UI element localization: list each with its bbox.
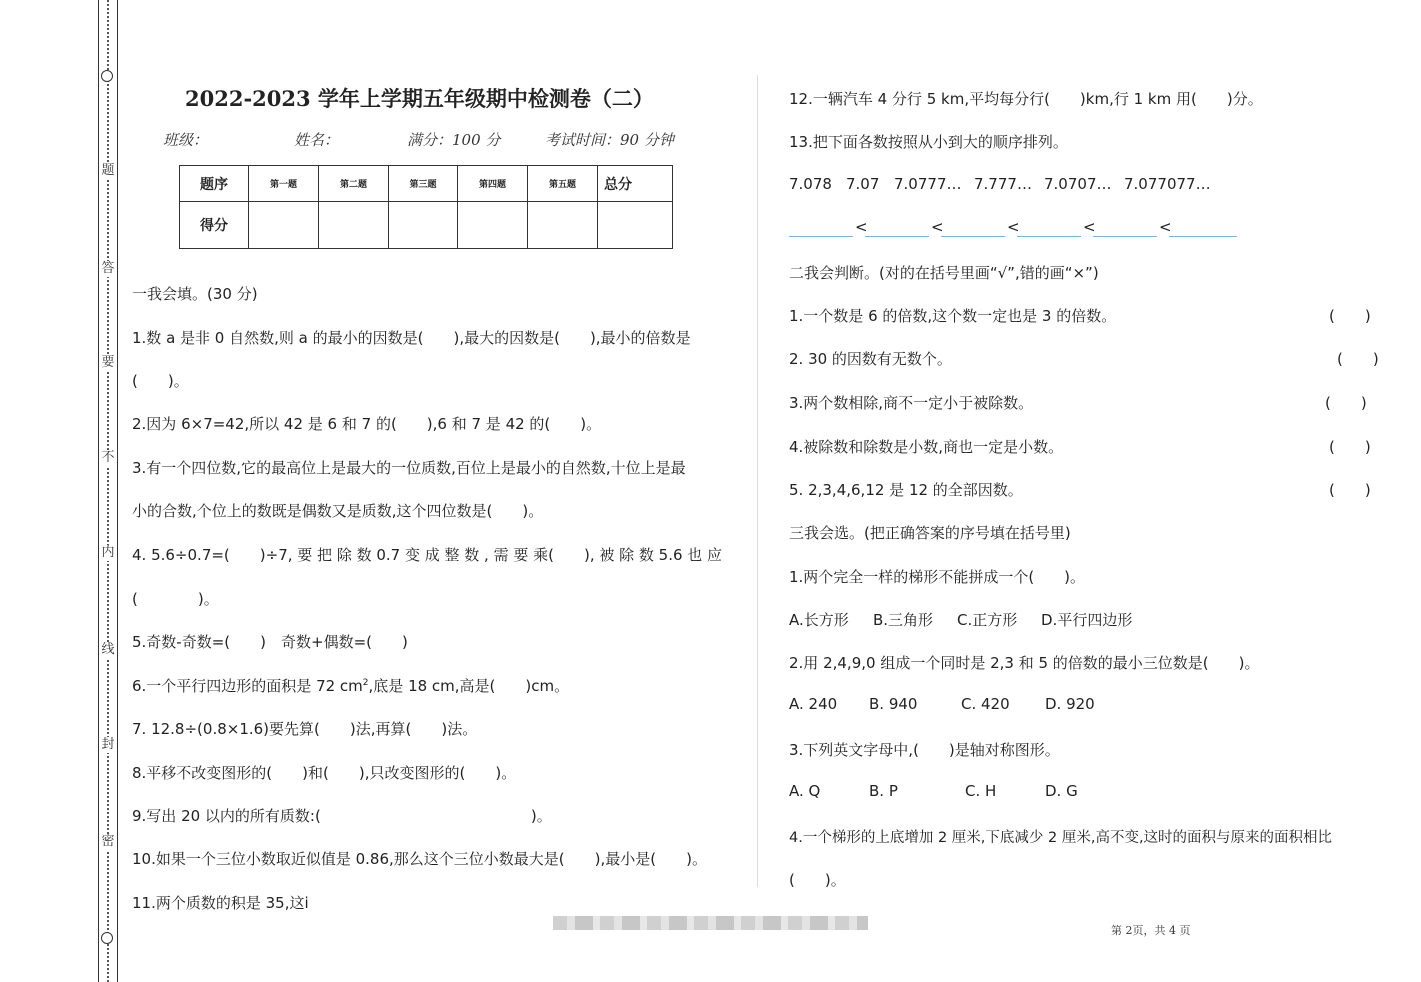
less-than: < bbox=[1007, 218, 1020, 236]
score-header: 第一题 bbox=[249, 166, 319, 202]
question-text: 2.因为 6×7=42,所以 42 是 6 和 7 的( ),6 和 7 是 42 的( )。 bbox=[132, 415, 602, 433]
question-text: 9.写出 20 以内的所有质数:( )。 bbox=[132, 807, 552, 825]
choice-option: A. Q bbox=[789, 782, 821, 800]
answer-blank[interactable] bbox=[941, 236, 1005, 237]
question-text: 13.把下面各数按照从小到大的顺序排列。 bbox=[789, 133, 1068, 151]
answer-blank[interactable] bbox=[865, 236, 929, 237]
score-cell[interactable] bbox=[319, 202, 389, 249]
question-text: 10.如果一个三位小数取近似值是 0.86,那么这个三位小数最大是( ),最小是( )。 bbox=[132, 850, 707, 868]
choice-question: ( )。 bbox=[789, 871, 846, 889]
exam-title: 2022-2023 学年上学期五年级期中检测卷（二） bbox=[185, 86, 654, 111]
margin-circle-bottom bbox=[101, 932, 113, 944]
full-score: 满分：100 分 bbox=[407, 131, 501, 149]
choice-question: 4.一个梯形的上底增加 2 厘米,下底减少 2 厘米,高不变,这时的面积与原来的面积相比 bbox=[789, 830, 1333, 846]
score-table bbox=[179, 165, 673, 249]
name-label: 姓名： bbox=[294, 131, 340, 149]
choice-option: C.正方形 bbox=[957, 611, 1018, 629]
question-text: 5.奇数-奇数=( ) 奇数+偶数=( ) bbox=[132, 633, 408, 651]
judge-item: 4.被除数和除数是小数,商也一定是小数。 bbox=[789, 438, 1064, 456]
score-row-label: 得分 bbox=[180, 202, 249, 249]
question-text: 12.一辆汽车 4 分行 5 km,平均每分行( )km,行 1 km 用( )分。 bbox=[789, 90, 1263, 108]
choice-question: 1.两个完全一样的梯形不能拼成一个( )。 bbox=[789, 568, 1086, 586]
answer-paren[interactable]: ( ) bbox=[1329, 307, 1371, 325]
column-divider bbox=[757, 75, 758, 887]
less-than: < bbox=[1083, 218, 1096, 236]
less-than: < bbox=[931, 218, 944, 236]
answer-paren[interactable]: ( ) bbox=[1329, 438, 1371, 456]
choice-option: A.长方形 bbox=[789, 611, 849, 629]
margin-circle-top bbox=[101, 70, 113, 82]
question-text: 11.两个质数的积是 35,这i bbox=[132, 894, 309, 912]
number-item: 7.0707… bbox=[1044, 175, 1112, 193]
number-item: 7.0777… bbox=[894, 175, 962, 193]
choice-option: B. 940 bbox=[869, 695, 918, 713]
choice-option: B.三角形 bbox=[873, 611, 934, 629]
score-header: 第二题 bbox=[319, 166, 389, 202]
score-header: 总分 bbox=[598, 166, 673, 202]
score-header: 第三题 bbox=[389, 166, 458, 202]
answer-blank[interactable] bbox=[1093, 236, 1157, 237]
margin-char: 封 bbox=[101, 737, 115, 752]
question-text: ( )。 bbox=[132, 590, 219, 608]
class-label: 班级： bbox=[163, 131, 209, 149]
q6-text-end: ,底是 18 cm,高是( )cm。 bbox=[368, 677, 570, 695]
question-text: 8.平移不改变图形的( )和( ),只改变图形的( )。 bbox=[132, 764, 517, 782]
choice-option: D. 920 bbox=[1045, 695, 1095, 713]
margin-char: 答 bbox=[101, 261, 115, 276]
number-item: 7.077077… bbox=[1124, 175, 1211, 193]
answer-blank[interactable] bbox=[1169, 236, 1237, 237]
page-indicator: 第 2页，共 4 页 bbox=[1111, 924, 1191, 937]
score-header: 题序 bbox=[180, 166, 249, 202]
score-cell[interactable] bbox=[389, 202, 458, 249]
score-header: 第四题 bbox=[458, 166, 528, 202]
q6-superscript: 2 bbox=[362, 678, 369, 688]
q6-text: 6.一个平行四边形的面积是 72 cm bbox=[132, 677, 363, 695]
answer-paren[interactable]: ( ) bbox=[1329, 481, 1371, 499]
number-item: 7.078 bbox=[789, 175, 832, 193]
score-cell[interactable] bbox=[249, 202, 319, 249]
margin-char: 内 bbox=[101, 545, 115, 560]
choice-option: B. P bbox=[869, 782, 898, 800]
score-cell[interactable] bbox=[528, 202, 598, 249]
less-than: < bbox=[855, 218, 868, 236]
question-text: 1.数 a 是非 0 自然数,则 a 的最小的因数是( ),最大的因数是( ),最小的倍数是 bbox=[132, 329, 691, 347]
answer-blank[interactable] bbox=[1017, 236, 1081, 237]
section-heading: 三我会选。(把正确答案的序号填在括号里) bbox=[789, 524, 1071, 542]
answer-paren[interactable]: ( ) bbox=[1337, 350, 1379, 368]
choice-question: 2.用 2,4,9,0 组成一个同时是 2,3 和 5 的倍数的最小三位数是( )。 bbox=[789, 654, 1260, 672]
score-cell[interactable] bbox=[458, 202, 528, 249]
judge-item: 2. 30 的因数有无数个。 bbox=[789, 350, 952, 368]
choice-option: C. H bbox=[965, 782, 997, 800]
margin-char: 不 bbox=[101, 450, 115, 465]
choice-option: A. 240 bbox=[789, 695, 838, 713]
answer-paren[interactable]: ( ) bbox=[1325, 394, 1367, 412]
choice-option: D. G bbox=[1045, 782, 1078, 800]
less-than: < bbox=[1159, 218, 1172, 236]
choice-option: D.平行四边形 bbox=[1041, 611, 1133, 629]
choice-question: 3.下列英文字母中,( )是轴对称图形。 bbox=[789, 741, 1060, 759]
number-item: 7.777… bbox=[974, 175, 1032, 193]
blurred-watermark bbox=[553, 916, 868, 930]
margin-char: 密 bbox=[101, 834, 115, 849]
margin-char: 线 bbox=[101, 642, 115, 657]
question-text: 小的合数,个位上的数既是偶数又是质数,这个四位数是( )。 bbox=[132, 502, 544, 520]
exam-time: 考试时间：90 分钟 bbox=[545, 131, 674, 149]
judge-item: 1.一个数是 6 的倍数,这个数一定也是 3 的倍数。 bbox=[789, 307, 1117, 325]
choice-option: C. 420 bbox=[961, 695, 1010, 713]
question-text: 4. 5.6÷0.7=( )÷7, 要 把 除 数 0.7 变 成 整 数 , 需 要 乘( ), 被 除 数 5.6 也 应 bbox=[132, 546, 723, 564]
question-text: 7. 12.8÷(0.8×1.6)要先算( )法,再算( )法。 bbox=[132, 720, 478, 738]
margin-outer-line bbox=[98, 0, 99, 982]
judge-item: 5. 2,3,4,6,12 是 12 的全部因数。 bbox=[789, 481, 1023, 499]
section-heading: 二我会判断。(对的在括号里画“√”,错的画“×”) bbox=[789, 264, 1099, 282]
score-cell[interactable] bbox=[598, 202, 673, 249]
margin-char: 要 bbox=[101, 355, 115, 370]
question-text: 3.有一个四位数,它的最高位上是最大的一位质数,百位上是最小的自然数,十位上是最 bbox=[132, 459, 686, 477]
margin-inner-line bbox=[117, 0, 118, 982]
section-heading: 一我会填。(30 分) bbox=[132, 285, 258, 303]
margin-char: 题 bbox=[101, 163, 115, 178]
judge-item: 3.两个数相除,商不一定小于被除数。 bbox=[789, 394, 1034, 412]
answer-blank[interactable] bbox=[789, 236, 853, 237]
question-text bbox=[132, 675, 569, 696]
score-header: 第五题 bbox=[528, 166, 598, 202]
question-text: ( )。 bbox=[132, 372, 189, 390]
number-item: 7.07 bbox=[846, 175, 880, 193]
